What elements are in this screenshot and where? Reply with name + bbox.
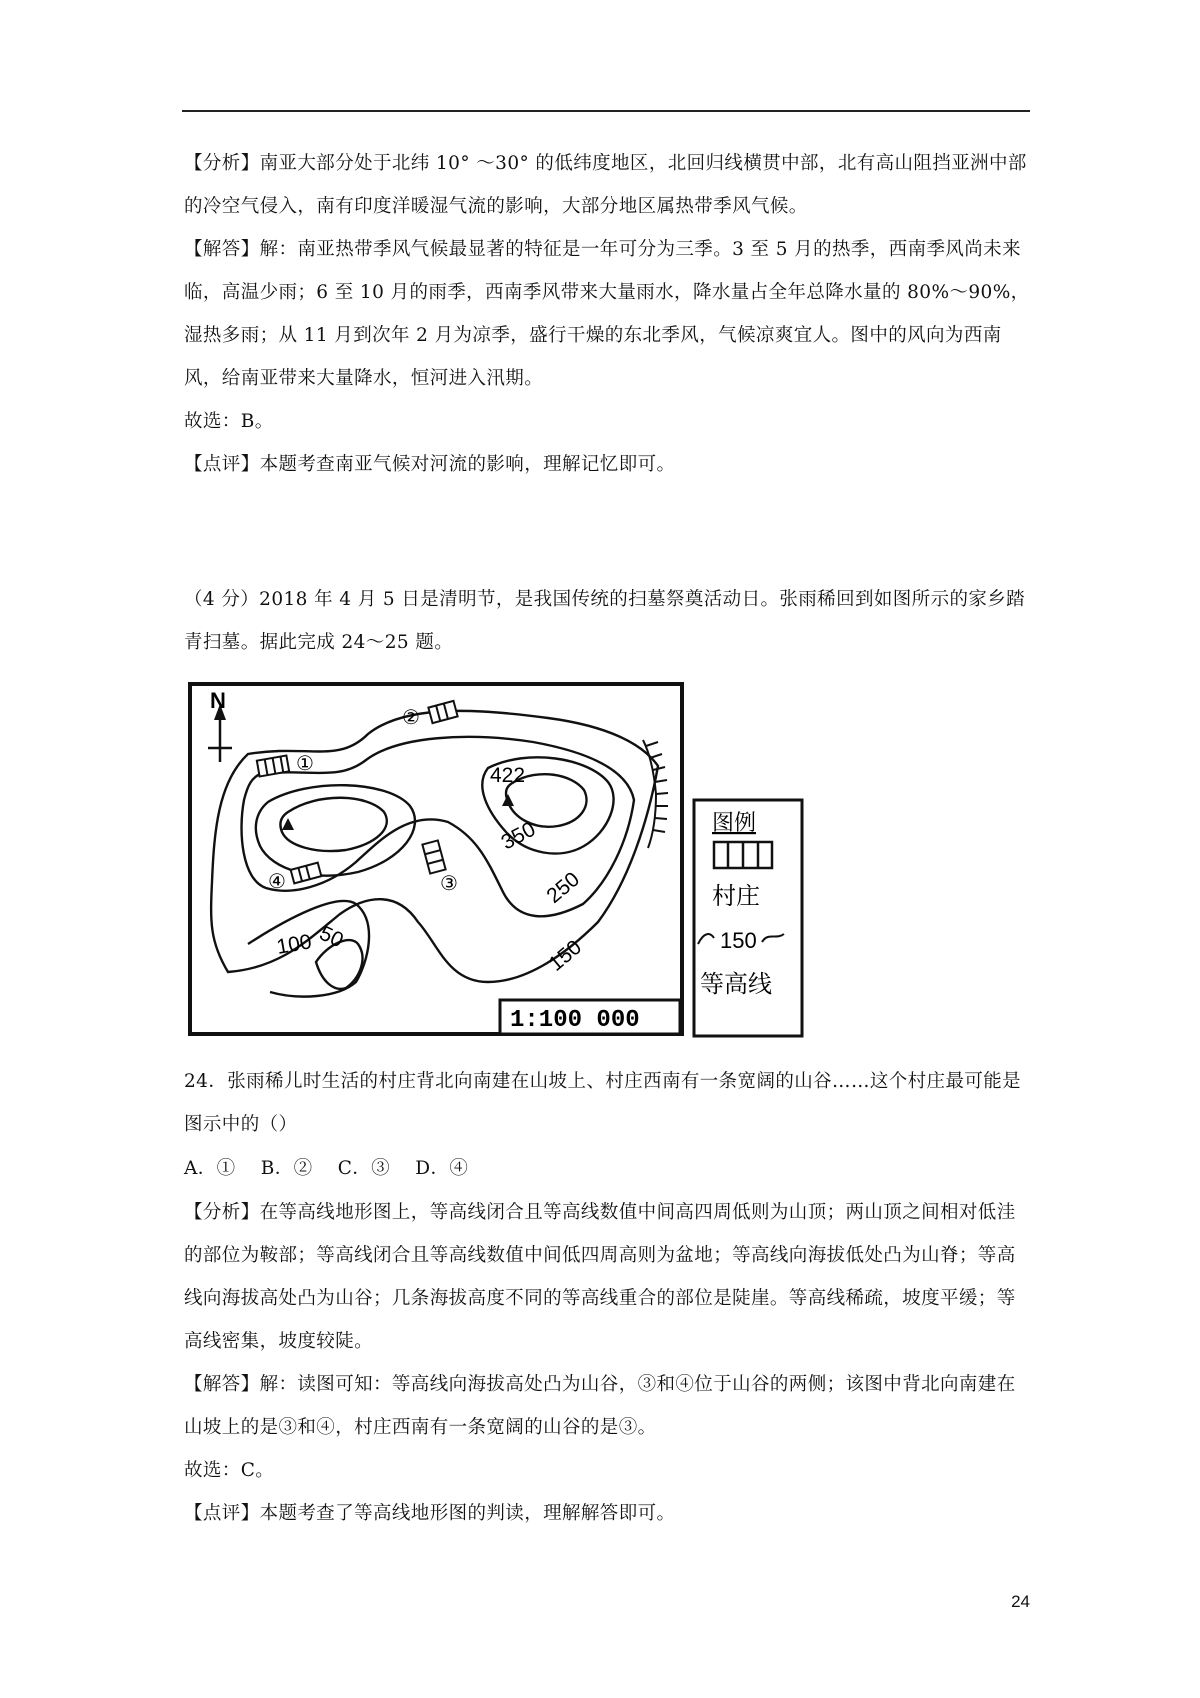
legend-contour-value: 150 — [720, 928, 757, 953]
s1-comment: 【点评】本题考查南亚气候对河流的影响，理解记忆即可。 — [184, 454, 676, 475]
q24-analysis: 【分析】在等高线地形图上，等高线闭合且等高线数值中间高四周低则为山顶；两山顶之间相对低洼的部位为鞍部；等高线闭合且等高线数值中间低四周高则为盆地；等高线向海拔低处凸为山脊；等高线向海拔高处凸为山谷；几条海拔高度不同的等高线重合的部位是陡崖。等高线稀疏，坡度平缓；等高线密集，坡度较陡。 — [184, 1202, 1016, 1352]
q24-question: 24．张雨稀儿时生活的村庄背北向南建在山坡上、村庄西南有一条宽阔的山谷……这个村庄最可能是图示中的（） — [184, 1071, 1022, 1135]
village-label-2: ② — [402, 705, 420, 729]
contour-map — [188, 682, 808, 1042]
s1-analysis: 【分析】南亚大部分处于北纬 10° ～30° 的低纬度地区，北回归线横贯中部，北有高山阻挡亚洲中部的冷空气侵入，南有印度洋暖湿气流的影响，大部分地区属热带季风气候。 — [184, 153, 1027, 217]
peak-elevation: 422 — [490, 764, 526, 787]
legend-village-label: 村庄 — [712, 882, 760, 910]
contour-label-100: 100 — [274, 930, 314, 959]
contour-label-150: 150 — [544, 935, 587, 976]
s1-choice: 故选：B。 — [184, 411, 274, 432]
contour-label-50: 50 — [315, 921, 347, 953]
page-number: 24 — [1011, 1592, 1030, 1611]
scale-text: 1:100 000 — [510, 1007, 640, 1034]
question-intro: （4 分）2018 年 4 月 5 日是清明节，是我国传统的扫墓祭奠活动日。张雨稀回到如图所示的家乡踏青扫墓。据此完成 24～25 题。 — [184, 589, 1026, 653]
village-label-3: ③ — [440, 871, 458, 895]
map-legend — [694, 800, 802, 1036]
q24-answer: 【解答】解：读图可知：等高线向海拔高处凸为山谷，③和④位于山谷的两侧；该图中背北向南建在山坡上的是③和④，村庄西南有一条宽阔的山谷的是③。 — [184, 1374, 1016, 1438]
village-label-4: ④ — [268, 869, 286, 893]
village-label-1: ① — [296, 751, 314, 775]
q24-choice: 故选：C。 — [184, 1460, 275, 1481]
q24-comment: 【点评】本题考查了等高线地形图的判读，理解解答即可。 — [184, 1503, 676, 1524]
legend-title: 图例 — [712, 811, 757, 836]
header-rule — [182, 110, 1030, 112]
contour-label-350: 350 — [497, 817, 540, 855]
contour-label-250: 250 — [542, 867, 585, 908]
legend-contour-label: 等高线 — [700, 970, 772, 998]
s1-answer: 【解答】解：南亚热带季风气候最显著的特征是一年可分为三季。3 至 5 月的热季，西南季风尚未来临，高温少雨；6 至 10 月的雨季，西南季风带来大量雨水，降水量占全年总降水量的 80%～90%，湿热多雨；从 11 月到次年 2 月为凉季，盛行干燥的东北季风，气候凉爽宜人。图中的风向为西南风，给南亚带来大量降水，恒河进入汛期。 — [184, 239, 1030, 389]
north-label: N — [210, 688, 226, 713]
q24-options: A．① B．② C．③ D．④ — [184, 1158, 469, 1179]
